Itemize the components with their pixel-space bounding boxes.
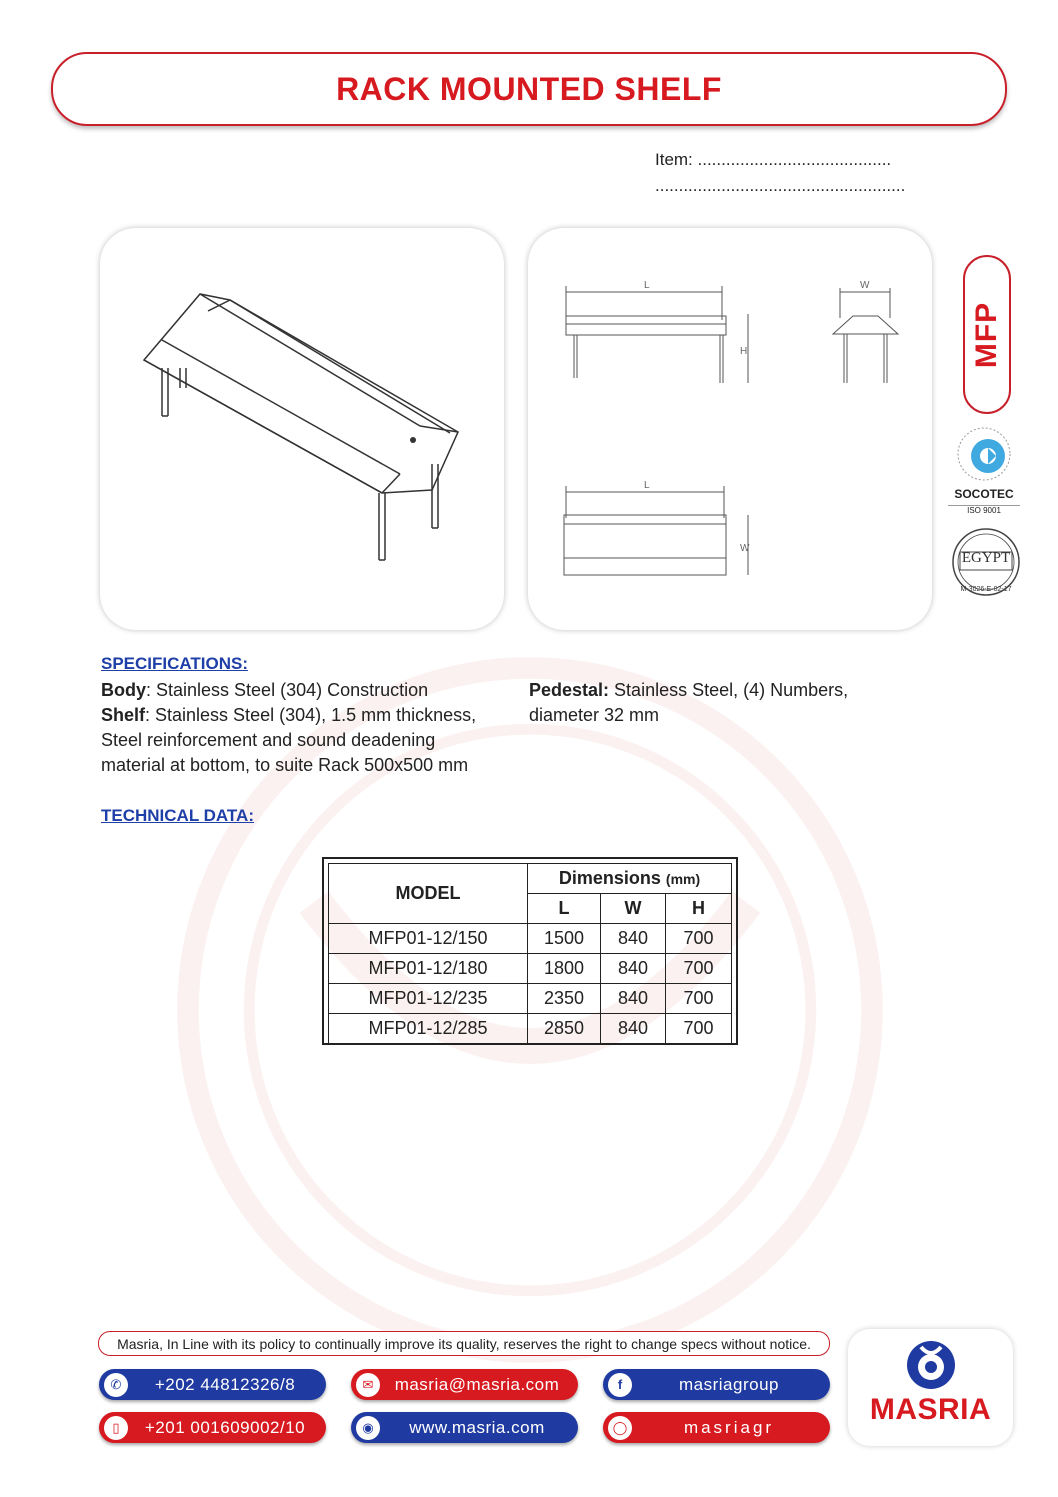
- table-row: [329, 954, 732, 984]
- col-h: H: [666, 894, 732, 924]
- brand-name: MASRIA: [869, 1393, 992, 1426]
- front-height-label: H: [740, 346, 748, 357]
- side-width-label: W: [860, 280, 870, 291]
- email-pill[interactable]: [351, 1369, 578, 1400]
- row-w: 840: [601, 924, 666, 954]
- dimensions-label: Dimensions: [558, 868, 661, 888]
- pedestal-line2: diameter 32 mm: [529, 705, 660, 725]
- egypt-label: EGYPT: [961, 550, 1011, 566]
- row-model: MFP01-12/235: [329, 984, 528, 1014]
- facebook: masriagroup: [679, 1374, 779, 1394]
- orthographic-drawing: [528, 228, 932, 630]
- orthographic-view-panel: [528, 228, 932, 630]
- instagram: masriagr: [683, 1417, 775, 1437]
- egypt-code: M-3026-E-02-17: [960, 586, 1012, 593]
- technical-heading: TECHNICAL DATA:: [101, 806, 254, 825]
- mfp-badge: [963, 255, 1011, 414]
- egypt-badge: [950, 528, 1022, 600]
- phone-2: +201 001609002/10: [144, 1417, 306, 1437]
- website-pill[interactable]: [351, 1412, 578, 1443]
- globe-icon: ◉: [356, 1416, 380, 1440]
- page-title: RACK MOUNTED SHELF: [336, 70, 722, 107]
- row-h: 700: [666, 924, 732, 954]
- specifications-heading: SPECIFICATIONS:: [101, 654, 249, 673]
- isometric-view-panel: [100, 228, 504, 630]
- body-text: : Stainless Steel (304) Construction: [146, 680, 429, 700]
- technical-table: [322, 857, 738, 1045]
- phone-2-pill[interactable]: [99, 1412, 326, 1443]
- dimensions-header: [528, 864, 732, 894]
- row-h: 700: [666, 954, 732, 984]
- col-w: W: [601, 894, 666, 924]
- mfp-badge-text: MFP: [970, 301, 1004, 368]
- item-field-line2: .....................................................: [655, 176, 906, 195]
- mobile-icon: ▯: [104, 1416, 128, 1440]
- socotec-badge: [948, 422, 1020, 518]
- title-banner: [51, 52, 1007, 126]
- instagram-icon: ◯: [608, 1416, 632, 1440]
- spec-pedestal: [529, 678, 909, 728]
- row-w: 840: [601, 984, 666, 1014]
- spec-body: [101, 678, 521, 778]
- facebook-pill[interactable]: [603, 1369, 830, 1400]
- row-h: 700: [666, 1014, 732, 1044]
- table-row: [329, 984, 732, 1014]
- body-label: Body: [101, 680, 146, 700]
- isometric-drawing: [100, 228, 504, 630]
- top-length-label: L: [644, 480, 650, 491]
- phone-1-pill[interactable]: [99, 1369, 326, 1400]
- shelf-line3: material at bottom, to suite Rack 500x500 mm: [101, 755, 469, 775]
- email: masria@masria.com: [394, 1374, 560, 1394]
- shelf-text: : Stainless Steel (304), 1.5 mm thickness,: [145, 705, 477, 725]
- row-model: MFP01-12/150: [329, 924, 528, 954]
- front-length-label: L: [644, 280, 650, 291]
- socotec-label: SOCOTEC: [954, 487, 1014, 501]
- row-l: 2850: [528, 1014, 601, 1044]
- row-l: 1800: [528, 954, 601, 984]
- brand-logo-box: [848, 1329, 1013, 1446]
- website: www.masria.com: [409, 1417, 545, 1437]
- shelf-line2: Steel reinforcement and sound deadening: [101, 730, 436, 750]
- pedestal-text: Stainless Steel, (4) Numbers,: [609, 680, 849, 700]
- disclaimer-notice: Masria, In Line with its policy to continually improve its quality, reserves the right to change specs without notice.: [98, 1331, 830, 1356]
- top-width-label: W: [740, 543, 750, 554]
- iso-label: ISO 9001: [948, 505, 1020, 515]
- facebook-icon: f: [608, 1373, 632, 1397]
- table-row: [329, 924, 732, 954]
- phone-1: +202 44812326/8: [154, 1374, 296, 1394]
- masria-logo-icon: [903, 1337, 959, 1393]
- col-l: L: [528, 894, 601, 924]
- item-field: Item: .........................................: [655, 150, 892, 169]
- socotec-logo-icon: [948, 422, 1020, 482]
- instagram-pill[interactable]: [603, 1412, 830, 1443]
- model-header: MODEL: [329, 864, 528, 924]
- row-model: MFP01-12/180: [329, 954, 528, 984]
- row-l: 1500: [528, 924, 601, 954]
- phone-icon: ✆: [104, 1373, 128, 1397]
- email-icon: ✉: [356, 1373, 380, 1397]
- row-w: 840: [601, 1014, 666, 1044]
- row-model: MFP01-12/285: [329, 1014, 528, 1044]
- row-h: 700: [666, 984, 732, 1014]
- table-row: [329, 1014, 732, 1044]
- row-l: 2350: [528, 984, 601, 1014]
- row-w: 840: [601, 954, 666, 984]
- pedestal-label: Pedestal:: [529, 680, 610, 700]
- dimensions-unit: (mm): [665, 871, 701, 887]
- shelf-label: Shelf: [101, 705, 146, 725]
